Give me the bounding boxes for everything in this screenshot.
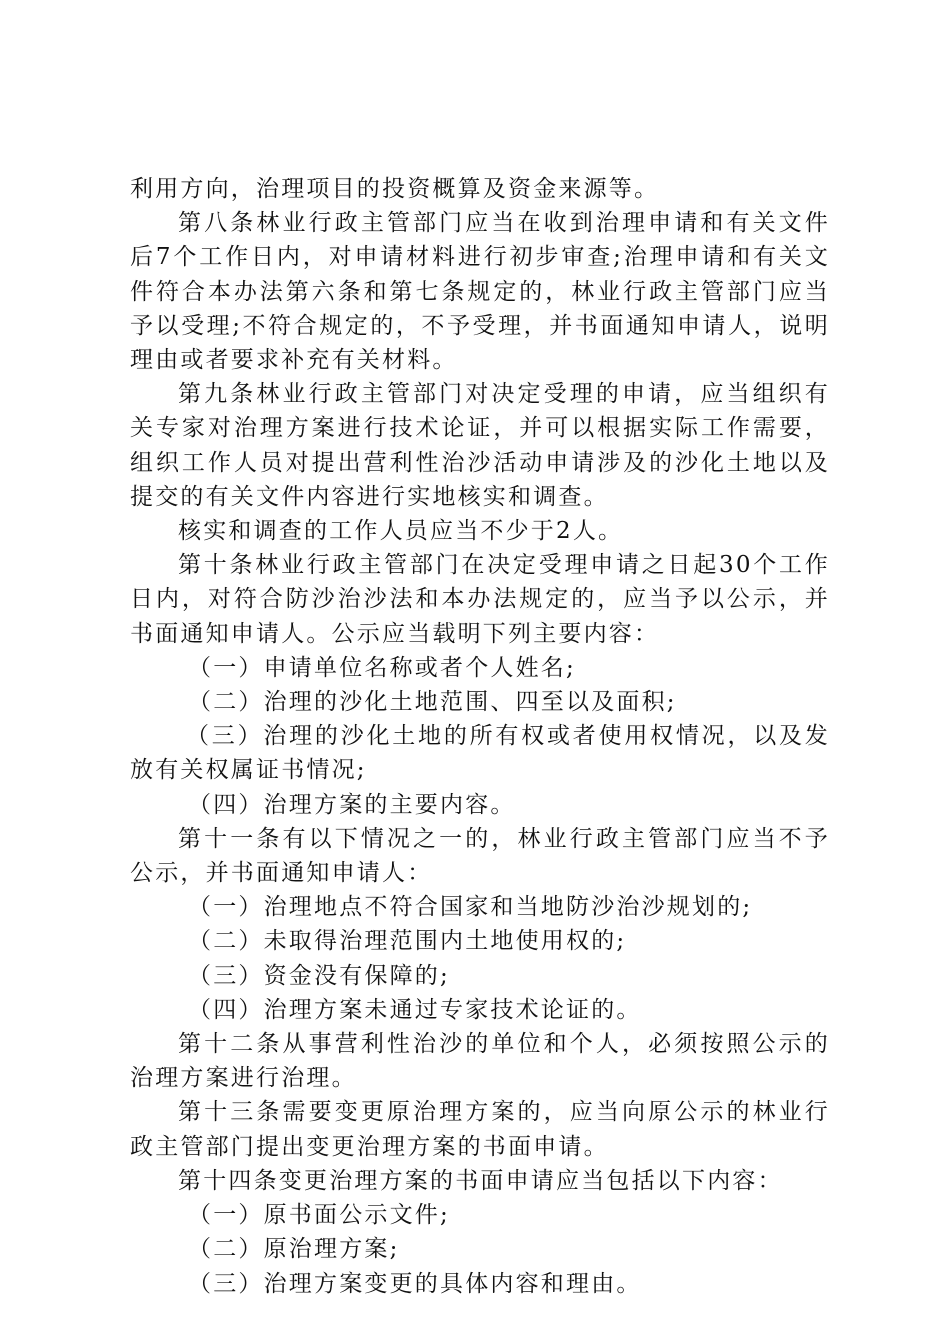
article-14-item-3: （三）治理方案变更的具体内容和理由。 [188,1270,642,1297]
article-10-item-2: （二）治理的沙化土地范围、四至以及面积; [188,689,677,716]
article-10-item-1: （一）申请单位名称或者个人姓名; [188,654,576,681]
paragraph-continuation: 利用方向，治理项目的投资概算及资金来源等。 [130,176,660,202]
article-14-item-2: （二）原治理方案; [188,1236,400,1263]
article-8: 第八条林业行政主管部门应当在收到治理申请和有关文件后7个工作日内，对申请材料进行初步审查;治理申请和有关文件符合本办法第六条和第七条规定的，林业行政主管部门应当予以受理;不符合规定的，不予受理，并书面通知申请人，说明理由或者要求补充有关材料。 [130,210,830,374]
article-11-item-4: （四）治理方案未通过专家技术论证的。 [188,996,642,1023]
article-11-item-1: （一）治理地点不符合国家和当地防沙治沙规划的; [188,894,753,921]
article-13: 第十三条需要变更原治理方案的，应当向原公示的林业行政主管部门提出变更治理方案的书面申请。 [130,1099,830,1160]
article-14-item-1: （一）原书面公示文件; [188,1202,450,1229]
article-9: 第九条林业行政主管部门对决定受理的申请，应当组织有关专家对治理方案进行技术论证，并可以根据实际工作需要，组织工作人员对提出营利性治沙活动申请涉及的沙化土地以及提交的有关文件内容进行实地核实和调查。 [130,381,830,510]
article-12: 第十二条从事营利性治沙的单位和个人，必须按照公示的治理方案进行治理。 [130,1031,830,1092]
article-11-item-3: （三）资金没有保障的; [188,962,450,989]
article-14: 第十四条变更治理方案的书面申请应当包括以下内容： [178,1167,783,1194]
article-10: 第十条林业行政主管部门在决定受理申请之日起30个工作日内，对符合防沙治沙法和本办法规定的，应当予以公示，并书面通知申请人。公示应当载明下列主要内容： [130,552,830,647]
article-9-note: 核实和调查的工作人员应当不少于2人。 [178,518,624,545]
article-11-item-2: （二）未取得治理范围内土地使用权的; [188,928,627,955]
article-10-item-4: （四）治理方案的主要内容。 [188,791,516,818]
article-11: 第十一条有以下情况之一的，林业行政主管部门应当不予公示，并书面通知申请人： [130,825,830,887]
document-body [130,172,830,1301]
article-10-item-3: （三）治理的沙化土地的所有权或者使用权情况，以及发放有关权属证书情况; [130,723,830,784]
